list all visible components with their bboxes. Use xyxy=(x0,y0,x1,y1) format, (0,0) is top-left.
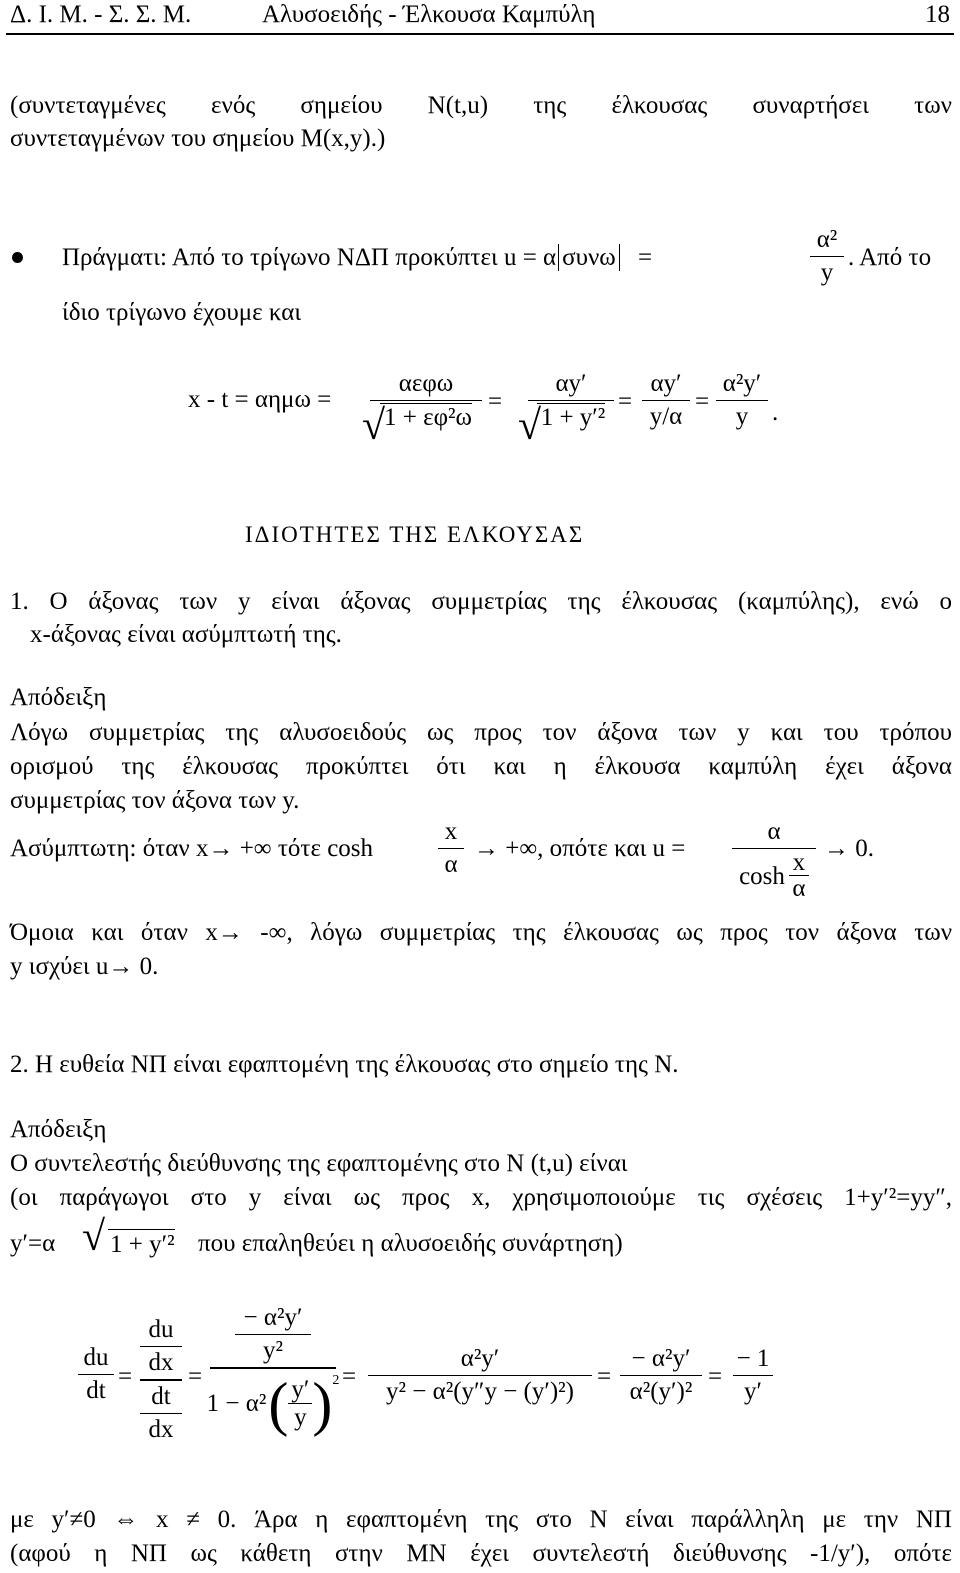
eq-xt-fraction-3 xyxy=(642,370,690,431)
right-paren: ) xyxy=(312,1371,333,1437)
prop2-line-1: 2. Η ευθεία ΝΠ είναι εφαπτομένη της έλκουσας στο σημείο της Ν. xyxy=(10,1051,679,1078)
prop1-line-2: x-άξονας είναι ασύμπτωτή της. xyxy=(30,621,342,648)
prop2-proof-line-3-b: που επαληθεύει η αλυσοειδής συνάρτηση) xyxy=(198,1230,623,1257)
dudt-fraction-2 xyxy=(206,1304,340,1437)
dudt-lhs-den: dt xyxy=(86,1377,106,1404)
fraction-bar xyxy=(140,1413,182,1414)
eq-xt-equals-3: = xyxy=(695,388,710,415)
asym-u-den xyxy=(739,851,809,902)
fraction-bar xyxy=(716,400,768,401)
header-page-number: 18 xyxy=(925,1,950,28)
asym-u-den-den: α xyxy=(792,875,806,902)
dudt-f1-nn: du xyxy=(148,1316,174,1343)
prop2-proof-label: Απόδειξη xyxy=(10,1116,107,1143)
conclusion-line-1: με y′≠0 ⇔ x ≠ 0. Άρα η εφαπτομένη της στο Ν είναι παράλληλη με την ΝΠ xyxy=(10,1506,952,1533)
dudt-equals-1: = xyxy=(118,1363,133,1390)
bullet-equals: = xyxy=(638,244,653,271)
prop1-proof-line-3: συμμετρίας τον άξονα των y. xyxy=(10,787,300,814)
bullet-line-1-tail: . Από το xyxy=(848,244,932,271)
dudt-f5-den: y′ xyxy=(744,1378,762,1405)
dudt-lhs xyxy=(78,1344,114,1405)
header-left: Δ. Ι. Μ. - Σ. Σ. Μ. xyxy=(10,1,192,28)
dudt-lhs-num: du xyxy=(83,1344,109,1371)
asymptote-fraction-x-over-a xyxy=(438,818,464,879)
dudt-equals-3: = xyxy=(342,1363,357,1390)
fraction-bar xyxy=(620,1375,702,1376)
fraction-main-bar xyxy=(210,1367,336,1369)
prop2-proof-line-3-a: y′=α xyxy=(10,1230,56,1257)
dudt-equals-4: = xyxy=(597,1363,612,1390)
fraction-bar xyxy=(140,1346,182,1347)
eq-xt-f4-num: α²y′ xyxy=(722,370,762,397)
eq-xt-f1-num: αεφω xyxy=(398,370,454,397)
asym-u-den-num: x xyxy=(792,849,806,876)
fraction-bar xyxy=(733,1375,773,1376)
header-title: Αλυσοειδής - Έλκουσα Καμπύλη xyxy=(262,1,596,28)
asymptote-text-3: → 0. xyxy=(824,835,874,862)
eq-xt-equals-1: = xyxy=(488,388,503,415)
similar-line-1: Όμοια και όταν x→ -∞, λόγω συμμετρίας της έλκουσας ως προς τον άξονα των xyxy=(10,919,952,946)
bullet-icon xyxy=(12,252,23,263)
conclusion-line-2: (αφού η ΝΠ ως κάθετη στην ΜΝ έχει συντελεστή διεύθυνσης -1/y′), οπότε xyxy=(10,1540,952,1567)
eq-xt-equals-2: = xyxy=(618,388,633,415)
eq-xt-f1-den: 1 + εφ²ω xyxy=(380,403,472,432)
dudt-f4-num: − α²y′ xyxy=(631,1345,691,1372)
asym-u-den-frac xyxy=(789,851,809,902)
eq-xt-f3-num: αy′ xyxy=(650,370,682,397)
fraction-bar xyxy=(78,1374,114,1375)
bullet-line-2: ίδιο τρίγωνο έχουμε και xyxy=(62,299,302,326)
eq-xt-fraction-1 xyxy=(370,370,482,432)
dudt-f1-nd: dx xyxy=(148,1349,174,1376)
dudt-equals-2: = xyxy=(188,1363,203,1390)
intro-line-2: συντεταγμένων του σημείου Μ(x,y).) xyxy=(10,125,386,152)
sqrt-sign: √ xyxy=(362,403,386,449)
header-rule xyxy=(6,33,954,35)
dudt-f4-den: α²(y′)² xyxy=(629,1378,693,1405)
dudt-f2-den-sup: 2 xyxy=(332,1373,340,1388)
prop2-proof-line-2: (οι παράγωγοι στο y είναι ως προς x, χρησιμοποιούμε τις σχέσεις 1+y′²=yy″, xyxy=(10,1184,952,1211)
prop1-proof-label: Απόδειξη xyxy=(10,684,107,711)
asymptote-text-2: → +∞, οπότε και u = xyxy=(474,835,686,862)
fraction-bar xyxy=(438,848,464,849)
eq-xt-lhs: x - t = αημω = xyxy=(188,386,332,413)
dudt-f2-den-in-den: y xyxy=(294,1403,307,1431)
dudt-f2-den-a: 1 − α² xyxy=(206,1390,267,1417)
dudt-f1-dd: dx xyxy=(148,1416,174,1443)
fraction-bar xyxy=(235,1334,311,1335)
dudt-f2-den xyxy=(207,1371,340,1437)
dudt-f3-num: α²y′ xyxy=(460,1345,500,1372)
dudt-equals-5: = xyxy=(708,1363,723,1390)
asym-u-num: α xyxy=(767,818,781,845)
fraction-bar xyxy=(370,400,482,401)
asym-frac-den: α xyxy=(444,851,458,878)
dudt-f2-nn: − α²y′ xyxy=(243,1304,303,1331)
eq-xt-f3-den: y/α xyxy=(649,403,683,430)
dudt-f1-dn: dt xyxy=(151,1383,171,1410)
sqrt-sign: √ xyxy=(82,1214,106,1260)
dudt-fraction-3 xyxy=(368,1345,592,1406)
asymptote-text-1: Ασύμπτωτη: όταν x→ +∞ τότε cosh xyxy=(10,835,374,862)
fraction-numerator: α² xyxy=(816,226,838,253)
eq-xt-f2-num: αy′ xyxy=(555,370,587,397)
dudt-fraction-5 xyxy=(733,1345,773,1406)
dudt-fraction-4 xyxy=(620,1345,702,1406)
prop1-proof-line-1: Λόγω συμμετρίας της αλυσοειδούς ως προς τον άξονα των y και του τρόπου xyxy=(10,719,952,746)
intro-line-1: (συντεταγμένες ενός σημείου Ν(t,u) της έλκουσας συναρτήσει των xyxy=(10,92,952,119)
prop1-proof-line-2: ορισμού της έλκουσας προκύπτει ότι και η έλκουσα καμπύλη έχει άξονα xyxy=(10,753,952,780)
dudt-f2-den-inner xyxy=(288,1377,312,1432)
similar-line-2: y ισχύει u→ 0. xyxy=(10,953,159,980)
fraction-main-bar xyxy=(140,1379,182,1381)
prop2-proof-line-1: Ο συντελεστής διεύθυνσης της εφαπτομένης στο Ν (t,u) είναι xyxy=(10,1150,628,1177)
asym-frac-num: x xyxy=(444,818,458,845)
eq-xt-f4-den: y xyxy=(735,403,749,430)
prop2-proof-line-3-sqrt: 1 + y′² xyxy=(110,1231,175,1258)
fraction-a2-over-y xyxy=(810,226,844,287)
dudt-fraction-1 xyxy=(140,1316,182,1444)
fraction-bar xyxy=(642,400,690,401)
sqrt-sign: √ xyxy=(518,403,542,449)
dudt-f5-num: − 1 xyxy=(736,1345,770,1372)
dudt-f3-den: y² − α²(y″y − (y′)²) xyxy=(386,1378,574,1405)
dudt-f2-den-in-num: y′ xyxy=(291,1375,310,1403)
bullet-line-1-text: Πράγματι: Από το τρίγωνο ΝΔΠ προκύπτει u = α xyxy=(62,244,557,271)
bullet-line-1 xyxy=(62,243,652,273)
eq-xt-f2-den: 1 + y′² xyxy=(537,403,606,432)
abs-cos-omega: συνω xyxy=(558,244,620,271)
asym-u-den-cosh: cosh xyxy=(739,862,785,890)
asymptote-u-fraction xyxy=(732,818,816,902)
dudt-f2-nd: y² xyxy=(263,1337,283,1364)
fraction-bar xyxy=(368,1375,592,1376)
section-title: ΙΔΙΟΤΗΤΕΣ ΤΗΣ ΕΛΚΟΥΣΑΣ xyxy=(245,522,585,547)
eq-xt-period: . xyxy=(772,399,779,426)
fraction-bar xyxy=(528,400,614,401)
prop1-line-1: 1. Ο άξονας των y είναι άξονας συμμετρίας της έλκουσας (καμπύλης), ενώ ο xyxy=(10,588,952,615)
eq-xt-fraction-4 xyxy=(716,370,768,431)
fraction-bar xyxy=(810,256,844,257)
left-paren: ( xyxy=(268,1371,289,1437)
fraction-denominator: y xyxy=(820,259,834,286)
